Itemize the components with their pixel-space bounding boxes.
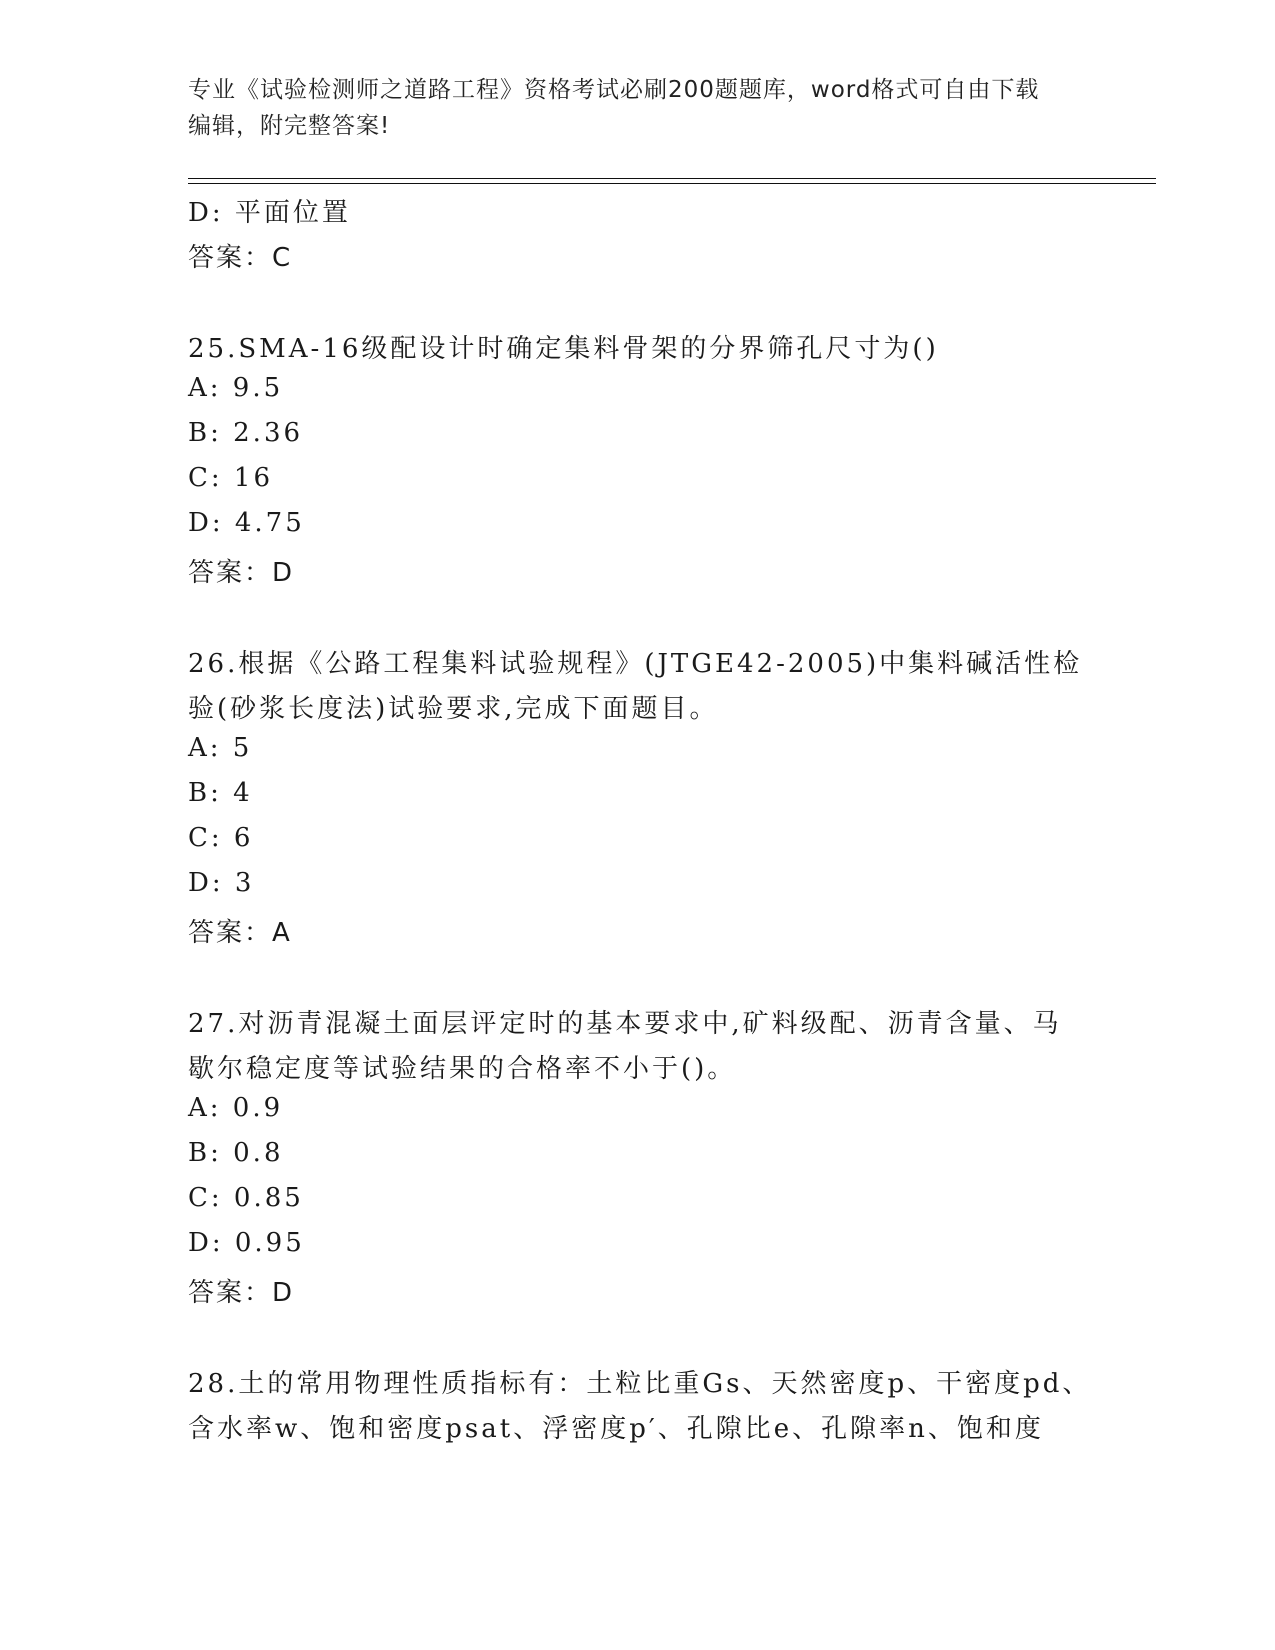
header-line-1: 专业《试验检测师之道路工程》资格考试必刷200题题库，word格式可自由下载 bbox=[188, 77, 1040, 103]
q26-option-b: B: 4 bbox=[188, 778, 253, 808]
q27-option-b: B: 0.8 bbox=[188, 1138, 284, 1168]
q27-option-d: D: 0.95 bbox=[188, 1228, 305, 1258]
q27-answer: 答案：D bbox=[188, 1278, 295, 1308]
q27-question-line-2: 歇尔稳定度等试验结果的合格率不小于()。 bbox=[188, 1054, 737, 1084]
header-rule-top bbox=[188, 178, 1156, 179]
q25-answer: 答案：D bbox=[188, 558, 295, 588]
q25-question: 25.SMA-16级配设计时确定集料骨架的分界筛孔尺寸为() bbox=[188, 334, 939, 364]
q27-option-c: C: 0.85 bbox=[188, 1183, 304, 1213]
prev-answer: 答案：C bbox=[188, 243, 293, 273]
document-header bbox=[188, 72, 1068, 144]
q26-answer: 答案：A bbox=[188, 918, 292, 948]
q26-question-line-1: 26.根据《公路工程集料试验规程》(JTGE42-2005)中集料碱活性检 bbox=[188, 649, 1083, 679]
q27-option-a: A: 0.9 bbox=[188, 1093, 284, 1123]
q28-question-line-2: 含水率w、饱和密度psat、浮密度p′、孔隙比e、孔隙率n、饱和度 bbox=[188, 1414, 1044, 1444]
q27-question-line-1: 27.对沥青混凝土面层评定时的基本要求中,矿料级配、沥青含量、马 bbox=[188, 1009, 1062, 1039]
q26-option-a: A: 5 bbox=[188, 733, 253, 763]
q25-option-b: B: 2.36 bbox=[188, 418, 304, 448]
q26-option-d: D: 3 bbox=[188, 868, 255, 898]
header-line-2: 编辑，附完整答案! bbox=[188, 113, 391, 139]
header-rule-bottom bbox=[188, 183, 1156, 184]
q25-option-a: A: 9.5 bbox=[188, 373, 284, 403]
q28-question-line-1: 28.土的常用物理性质指标有：土粒比重Gs、天然密度p、干密度pd、 bbox=[188, 1369, 1092, 1399]
prev-option-d: D: 平面位置 bbox=[188, 198, 351, 228]
q25-option-c: C: 16 bbox=[188, 463, 274, 493]
q26-option-c: C: 6 bbox=[188, 823, 254, 853]
q25-option-d: D: 4.75 bbox=[188, 508, 305, 538]
q26-question-line-2: 验(砂浆长度法)试验要求,完成下面题目。 bbox=[188, 694, 719, 724]
